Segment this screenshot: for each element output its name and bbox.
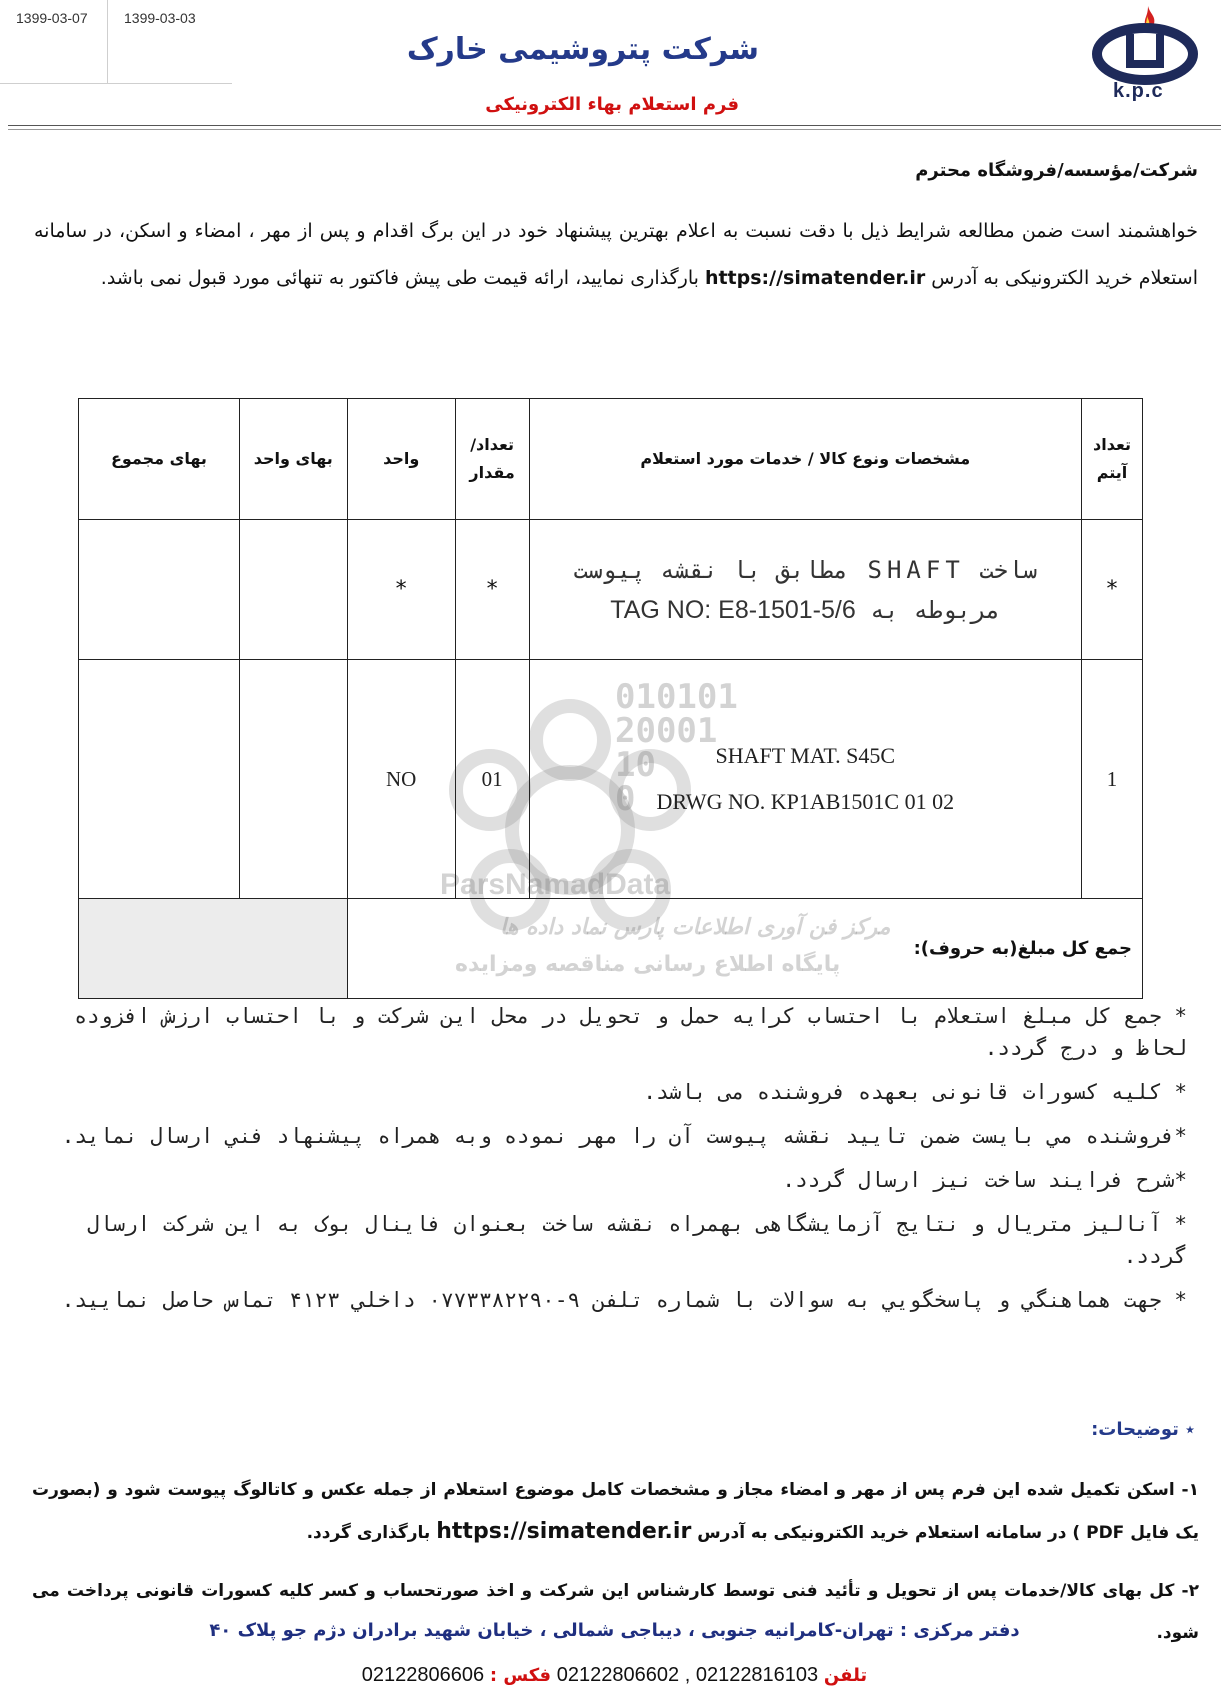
condition-item: *فروشنده مي بايست ضمن تاييد نقشه پيوست آن را مهر نموده وبه همراه پيشنهاد فني ارسال نمايد. [61,1124,1187,1148]
cell-description [529,520,1081,660]
fax-number: 02122806606 [361,1664,485,1686]
header-unit: واحد [347,399,455,520]
sum-value-cell[interactable] [79,899,348,999]
office-address: دفتر مرکزی : تهران-کامرانیه جنوبی ، دیباجی شمالی ، خیابان شهید برادران دژم جو پلاک ۴۰ [209,1620,1020,1641]
header-total-price: بهای مجموع [79,399,240,520]
condition-item: * کلیه کسورات قانونی بعهده فروشنده می باشد. [643,1080,1187,1104]
explanation-1-text: ۱- اسکن تکمیل شده این فرم پس از مهر و امضاء مجاز و مشخصات کامل موضوع استعلام از جمله عکس و کاتالوگ پیوست شود و (بصورت یک فایل PDF ) در سامانه استعلام خرید الکترونیکی به آدرس [32,1480,1199,1543]
header-quantity: تعداد/ مقدار [455,399,529,520]
cell-total-price[interactable] [79,660,240,899]
table-header-row [79,399,1143,520]
explanation-item-2: ۲- کل بهای کالا/خدمات پس از تحویل و تأئید فنی توسط کارشناس این شرکت و اخذ صورتحساب و کسر کلیه کسورات قانونی پرداخت می شود. [32,1581,1199,1643]
greeting: شرکت/مؤسسه/فروشگاه محترم [915,160,1198,181]
header-item-count: تعداد آیتم [1081,399,1142,520]
explanation-1-suffix: بارگذاری گردد. [306,1523,431,1543]
cell-item: * [1081,520,1142,660]
explanation-item-1 [32,1469,1199,1554]
form-title: فرم استعلام بهاء الکترونیکی [485,94,739,115]
inquiry-table [78,398,1143,999]
sum-label: جمع کل مبلغ(به حروف): [347,899,1142,999]
cell-quantity: 01 [455,660,529,899]
header-description: مشخصات ونوع کالا / خدمات مورد استعلام [529,399,1081,520]
cell-total-price[interactable] [79,520,240,660]
description-tag: TAG NO: E8-1501-5/6 [610,595,856,624]
intro-text-before-url: خواهشمند است ضمن مطالعه شرایط ذیل با دقت نسبت به اعلام بهترین پیشنهاد خود در این برگ اقدام و پس از مهر ، امضاء و اسکن، در سامانه استعلام خرید الکترونیکی به آدرس [34,220,1198,289]
company-name: شرکت پتروشیمی خارک [406,32,759,67]
header-rule [8,125,1221,126]
cell-unit: * [347,520,455,660]
date-box [0,0,232,84]
condition-item: *شرح فرايند ساخت نيز ارسال گردد. [782,1168,1187,1192]
description-line1: ساخت SHAFT مطابق با نقشه پیوست [573,555,1038,584]
intro-paragraph [34,208,1198,302]
cell-unit: NO [347,660,455,899]
conditions-list [52,1000,1187,1328]
condition-item: * جهت هماهنگي و پاسخگويي به سوالات با شماره تلفن ۹-۰۷۷۳۳۸۲۲۹۰ داخلي ۴۱۲۳ تماس حاصل نماييد. [61,1288,1187,1312]
description-line2-prefix: مربوطه به [870,595,1001,624]
cell-item: 1 [1081,660,1142,899]
date-divider [107,0,108,84]
condition-item: * آنالیز متریال و نتایج آزمایشگاهی بهمراه نقشه ساخت بعنوان فاینال بوک به این شرکت ارسال گردد. [87,1212,1187,1268]
watermark-brand: ParsNamadData [440,868,671,901]
table-row [79,520,1143,660]
watermark-line1: مرکز فن آوری اطلاعات پارس نماد داده ها [500,914,891,940]
date-right: 1399-03-03 [124,10,196,26]
date-box-border [0,83,232,84]
header-rule-secondary [8,129,1221,130]
watermark-line2: پایگاه اطلاع رسانی مناقصه ومزایده [455,952,841,977]
header-unit-price: بهای واحد [239,399,347,520]
intro-url-link[interactable]: https://simatender.ir [704,267,926,289]
intro-text-after-url: بارگذاری نمایید، ارائه قیمت طی پیش فاکتور به تنهائی مورد قبول نمی باشد. [100,267,699,289]
explanations-title: ٭ توضیحات: [1091,1419,1195,1440]
phone-label: تلفن [823,1665,868,1686]
date-left: 1399-03-07 [16,10,88,26]
logo-text: k.p.c [1113,80,1164,102]
cell-quantity: * [455,520,529,660]
condition-item: * جمع کل مبلغ استعلام با احتساب کرایه حمل و تحویل در محل این شرکت و با احتساب ارزش افزوده لحاظ و درج گردد. [74,1004,1187,1060]
explanation-url-link[interactable]: https://simatender.ir [436,1519,692,1544]
cell-unit-price[interactable] [239,520,347,660]
cell-unit-price[interactable] [239,660,347,899]
table-sum-row [79,899,1143,999]
description-line2: DRWG NO. KP1AB1501C 01 02 [656,789,955,814]
table-row [79,660,1143,899]
watermark-digits: 010101 20001 10 0 [615,677,738,819]
cell-description [529,660,1081,899]
description-line2 [530,590,1081,630]
contact-line [0,1664,1229,1687]
phone-numbers: 02122806602 , 02122816103 [556,1664,819,1686]
fax-label: فکس : [489,1665,552,1686]
description-line1: SHAFT MAT. S45C [715,743,896,768]
